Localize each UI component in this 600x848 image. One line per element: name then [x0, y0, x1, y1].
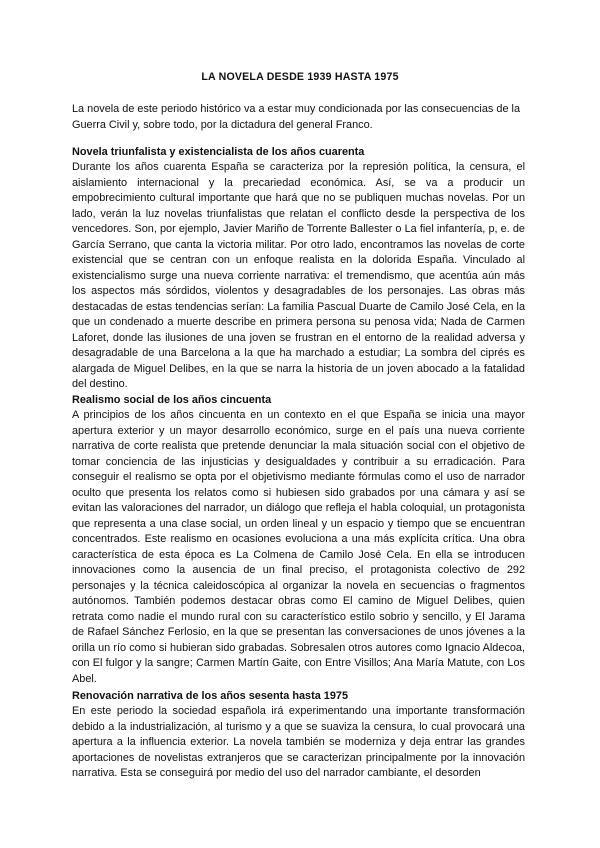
section-heading: Novela triunfalista y existencialista de los años cuarenta [72, 146, 365, 158]
intro-paragraph: La novela de este periodo histórico va a estar muy condicionada por las consecuencias de la Guerra Civil y, sobre todo, por la dictadura del general Franco. [72, 103, 520, 131]
section-body: A principios de los años cincuenta en un contexto en el que España se inicia una mayor apertura exterior y un mayor desarrollo económico, surge en el país una nueva corriente narrativa de corte realista que pretende denunciar la mala situación social con el objetivo de tomar conciencia de las injusticias y desigualdades y contribuir a su erradicación. Para conseguir el realismo se opta por el objetivismo mediante fórmulas como el uso de narrador oculto que presenta los relatos como si hubiesen sido grabados por una cámara y así se evitan las valoraciones del narrador, un diálogo que refleja el habla coloquial, un protagonista que representa a una clase social, un orden lineal y un espacio y tiempo que se encuentran concentrados. Este realismo en ocasiones evoluciona a una más explícita crítica. Una obra característica de esta época es La Colmena de Camilo José Cela. En ella se introducen innovaciones como la ausencia de un final preciso, el protagonista colectivo de 292 personajes y la técnica caleidoscópica al organizar la novela en secuencias o fragmentos autónomos. También podemos destacar obras como El camino de Miguel Delibes, quien retrata como nadie el mundo rural con su característico estilo sobrio y sencillo, y El Jarama de Rafael Sánchez Ferlosio, en la que se presentan las conversaciones de unos jóvenes a la orilla un río como si hubieran sido grabadas. Sobresalen otros autores como Ignacio Aldecoa, con El fulgor y la sangre; Carmen Martín Gaite, con Entre Visillos; Ana María Matute, con Los Abel. [72, 409, 525, 685]
section-anos-sesenta [72, 688, 525, 782]
section-anos-cincuenta [72, 392, 525, 687]
section-body: Durante los años cuarenta España se caracteriza por la represión política, la censura, el aislamiento internacional y la precariedad económica. Así, se va a producir un empobrecimiento cultural importante que hará que no se publiquen muchas novelas. Por un lado, verán la luz novelas triunfalistas que relatan el conflicto desde la perspectiva de los vencedores. Son, por ejemplo, Javier Mariño de Torrente Ballester o La fiel infantería, p, e. de García Serrano, que canta la victoria militar. Por otro lado, encontramos las novelas de corte existencial que se centran con un enfoque realista en la dolorida España. Vinculado al existencialismo surge una nueva corriente narrativa: el tremendismo, que acentúa aún más los aspectos más sórdidos, violentos y desagradables de los personajes. Las obras más destacadas de estas tendencias serían: La familia Pascual Duarte de Camilo José Cela, en la que un condenado a muerte describe en primera persona su penosa vida; Nada de Carmen Laforet, donde las ilusiones de una joven se frustran en el entorno de la realidad adversa y desagradable de una Barcelona a la que ha marchado a estudiar; La sombra del ciprés es alargada de Miguel Delibes, en la que se narra la historia de un joven abocado a la fatalidad del destino. [72, 161, 525, 390]
section-body: En este periodo la sociedad española irá experimentando una importante transformación debido a la industrialización, al turismo y a que se suaviza la censura, lo cual provocará una apertura a la influencia exterior. La novela también se moderniza y deja entrar las grandes aportaciones de novelistas extranjeros que se caracterizan principalmente por la innovación narrativa. Esta se conseguirá por medio del uso del narrador cambiante, el desorden [72, 705, 525, 779]
section-heading: Renovación narrativa de los años sesenta hasta 1975 [72, 690, 349, 702]
section-heading: Realismo social de los años cincuenta [72, 394, 272, 406]
section-anos-cuarenta [72, 144, 525, 393]
document-title: LA NOVELA DESDE 1939 HASTA 1975 [201, 71, 399, 83]
